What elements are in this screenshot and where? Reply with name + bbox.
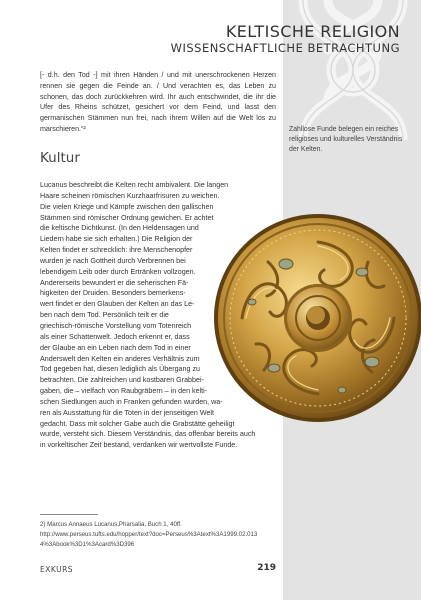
body-line: wert findet er den Glauben der Kelten an das Le-	[40, 300, 195, 309]
page-header	[40, 22, 400, 56]
celtic-knot-ornament	[283, 0, 421, 140]
body-line: der Glaube an ein Leben nach dem Tod in einer	[40, 343, 191, 352]
body-line: griechisch-römische Vorstellung vom Totenreich	[40, 321, 192, 330]
body-line: betrachten. Die zahlreichen und kostbaren Grabbei-	[40, 376, 204, 385]
body-line: ben nach dem Tod. Persönlich teilt er die	[40, 311, 169, 320]
body-line: Andererseits bewundert er die seherischen Fä-	[40, 278, 189, 287]
footnote-url-line: http://www.perseus.tufts.edu/hopper/text?doc=Perseus%3Atext%3A1999.02.013	[40, 531, 258, 538]
page-title: KELTISCHE RELIGION	[225, 22, 400, 41]
body-line: Tod gegeben hat, diesen lediglich als Übergang zu	[40, 365, 200, 374]
footnote-url-line: 4%3Abook%3D1%3Acard%3D396	[40, 541, 135, 548]
body-line: Kelten findet er schrecklich: ihre Menschenopfer	[40, 246, 193, 255]
body-line: Stämmen sind römischer Ordnung gewichen. Er achtet	[40, 213, 214, 222]
body-line: ren als Ausstattung für die Toten in der jenseitigen Welt	[40, 408, 214, 417]
footnote-citation: 2) Marcus Annaeus Lucanus,Pharsalia, Buch 1, 40ff.	[40, 521, 182, 528]
image-caption: Zahllose Funde belegen ein reiches religiöses und kulturelles Verständnis der Kelten.	[289, 126, 403, 153]
body-line: higkeiten der Druiden. Besonders bemerkens-	[40, 289, 186, 298]
body-line: Haare scheinen römischen Kurzhaarfrisuren zu weichen.	[40, 191, 220, 200]
page-subtitle: WISSENSCHAFTLICHE BETRACHTUNG	[170, 41, 400, 55]
celtic-gold-disc-image	[212, 212, 421, 424]
body-line: Die vielen Kriege und Kämpfe zwischen den gallischen	[40, 202, 214, 211]
body-line: lebendigem Leib oder durch Ertränken vollzogen.	[40, 267, 196, 276]
footer-section-label: EXKURS	[40, 565, 74, 574]
body-line: schen Siedlungen auch in Franken gefunden wurden, wa-	[40, 397, 223, 406]
body-line: gedacht. Dass mit solcher Gabe auch die Grabstätte geheiligt	[40, 419, 235, 428]
footnote	[40, 520, 276, 550]
quote-paragraph: [- d.h. den Tod -] mit ihren Händen / und mit unerschrockenen Herzen rennen sie gegen die Feinde an. / Und verachten es, das Leben zu schonen, das doch zurückkehren wird. Ihr auch entschwindet, die ihr die Ufer des Rheins schützet, gesichert vor dem Feind, und lasst den germanischen Stämmen nun frei, nach ihrem Willen auf die Welt los zu marschieren.“²	[40, 71, 276, 133]
body-line: Lucanus beschreibt die Kelten recht ambivalent. Die langen	[40, 181, 229, 189]
section-heading: Kultur	[40, 150, 80, 166]
body-line: wurde, versteht sich. Diesem Verständnis, das offenbar bereits auch	[40, 430, 256, 439]
body-line: in vorkeltischer Zeit bestand, verdanken wir wertvollste Funde.	[40, 441, 238, 450]
body-line: Anderswelt den Kelten ein anderes Verhältnis zum	[40, 354, 200, 363]
body-line: Liedern habe sie sich erhalten.) Die Religion der	[40, 235, 193, 244]
page-number: 219	[257, 563, 276, 573]
body-line: gaben, die – vielfach von Raubgräbern – in den kelti-	[40, 387, 208, 396]
footnote-divider	[40, 514, 98, 515]
body-line: als einer Schattenwelt. Jedoch erkennt er, dass	[40, 332, 190, 341]
body-line: wurden je nach Gottheit durch Verbrennen bei	[40, 256, 186, 265]
body-line: die keltische Dichtkunst. (In den Heldensagen und	[40, 224, 199, 233]
